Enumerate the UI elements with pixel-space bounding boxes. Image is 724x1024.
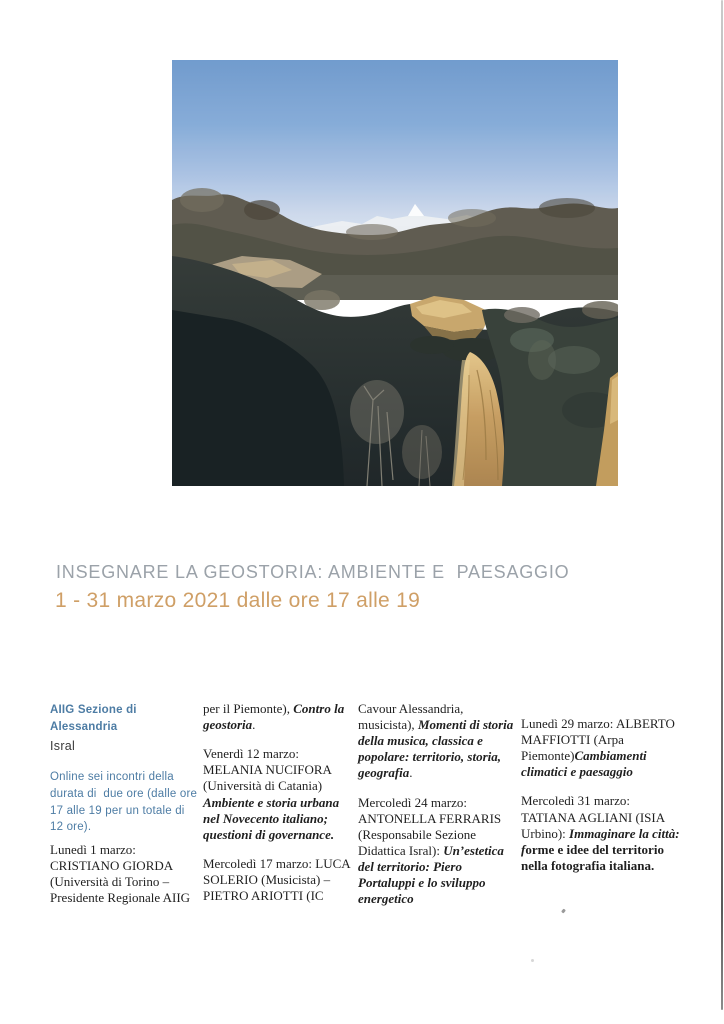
course-info [50, 768, 200, 835]
scan-speck [531, 959, 534, 962]
event [521, 716, 683, 780]
text-run: . [252, 717, 256, 733]
text-run: Lunedì 1 marzo: CRISTIANO GIORDA (Università di Torino – Presidente Regionale AIIG [50, 842, 191, 906]
text-run: Venerdì 12 marzo: MELANIA NUCIFORA (Università di Catania) [203, 746, 335, 794]
org-name [50, 701, 200, 735]
text-run: per il Piemonte), [203, 701, 294, 716]
text-run: Mercoledì 24 marzo: ANTONELLA FERRARIS (Responsabile Sezione Didattica Isral): [358, 794, 505, 858]
event [203, 856, 359, 904]
text-run: Momenti di storia della musica, classica e popolare: territorio, storia, geografia [358, 717, 517, 781]
text-run: Isral [50, 738, 76, 753]
text-run: Ambiente e storia urbana nel Novecento italiano; questioni di governance. [203, 794, 343, 842]
text-run: Mercoledì 17 marzo: LUCA SOLERIO (Musicista) – PIETRO ARIOTTI (IC [203, 855, 354, 904]
text-run: Immaginare la città: f [521, 825, 683, 857]
event [203, 746, 359, 843]
page-title: INSEGNARE LA GEOSTORIA: AMBIENTE E PAESAGGIO [56, 562, 570, 582]
program-column-4 [521, 701, 683, 887]
text-run: Lunedì 29 marzo: ALBERTO MAFFIOTTI (Arpa Piemonte) [521, 716, 679, 764]
text-run: Contro la geostoria [203, 701, 348, 733]
org-sub [50, 738, 200, 754]
event [521, 793, 683, 874]
text-run: Online sei incontri della durata di due ore (dalle ore 17 alle 19 per un totale di 12 ore). [50, 771, 201, 834]
event-continuation [203, 701, 359, 733]
landscape-photo [172, 60, 618, 486]
scan-edge-line [721, 0, 723, 1010]
text-run: AIIG Sezione di Alessandria [50, 704, 140, 733]
event [50, 842, 200, 906]
text-run: Mercoledì 31 marzo: TATIANA AGLIANI (ISIA Urbino): [521, 793, 668, 841]
text-run: Cavour Alessandria, musicista), [358, 701, 467, 733]
text-run: Cambiamenti climatici e paesaggio [521, 748, 650, 780]
event-continuation [358, 701, 515, 782]
event [358, 795, 515, 908]
program-column-1 [50, 701, 200, 919]
landscape-photo-graphic [172, 60, 618, 486]
event-dates: 1 - 31 marzo 2021 dalle ore 17 alle 19 [55, 589, 421, 612]
program-column-3 [358, 701, 515, 920]
text-run: Un’estetica del territorio: Piero Portaluppi e lo sviluppo energetico [358, 842, 508, 907]
text-run: orme e idee del territorio nella fotografia italiana. [521, 841, 668, 873]
scan-speck [561, 909, 566, 914]
program-column-2 [203, 701, 359, 917]
text-run: . [409, 765, 413, 781]
